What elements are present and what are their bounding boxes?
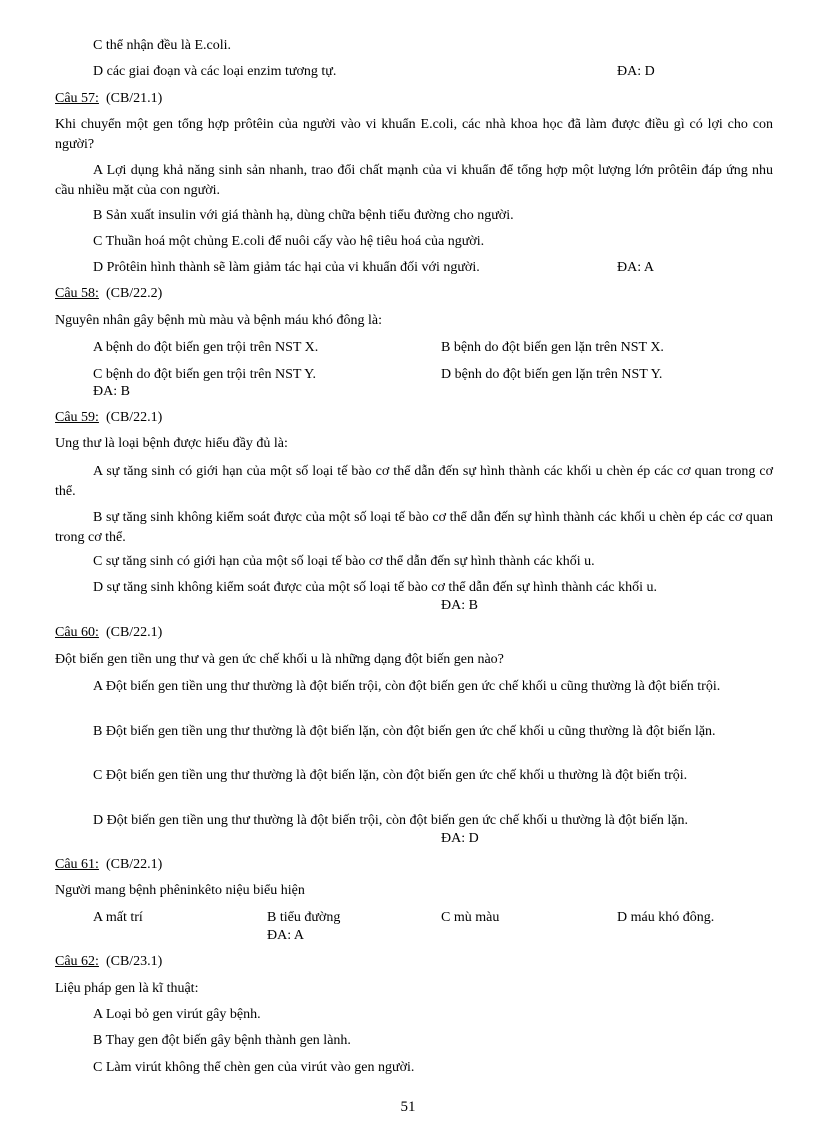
q57-answer: ĐA: A	[617, 260, 654, 275]
q61-option-c: C mù màu	[441, 910, 500, 925]
q60-option-c: C Đột biến gen tiền ung thư thường là đột biến lặn, còn đột biến gen ức chế khối u thường là đột biến trội.	[93, 768, 688, 783]
q61-option-a: A mất trí	[93, 910, 143, 925]
q57-question: Khi chuyển một gen tổng hợp prôtêin của người vào vi khuẩn E.coli, các nhà khoa học đã làm được điều gì có lợi cho con người?	[55, 117, 773, 152]
q58-label: Câu 58:	[55, 286, 99, 301]
q60-question: Đột biến gen tiền ung thư và gen ức chế khối u là những dạng đột biến gen nào?	[55, 652, 504, 667]
q60-option-a: A Đột biến gen tiền ung thư thường là đột biến trội, còn đột biến gen ức chế khối u cũng thường là đột biến trội.	[93, 679, 721, 694]
q58-option-b: B bệnh do đột biến gen lặn trên NST X.	[441, 340, 664, 355]
q59-label: Câu 59:	[55, 410, 99, 425]
q61-heading	[55, 857, 162, 873]
q62-heading	[55, 954, 162, 970]
q61-code: (CB/22.1)	[105, 857, 163, 872]
q62-option-c: C Làm virút không thể chèn gen của virút vào gen người.	[93, 1060, 415, 1075]
q59-option-c: C sự tăng sinh có giới hạn của một số loại tế bào cơ thể dẫn đến sự hình thành các khối u.	[93, 554, 595, 569]
q59-heading	[55, 410, 162, 426]
q56-answer: ĐA: D	[617, 64, 655, 79]
q60-label: Câu 60:	[55, 625, 99, 640]
q59-option-a: A sự tăng sinh có giới hạn của một số loại tế bào cơ thể dẫn đến sự hình thành các khối u chèn ép các cơ quan trong cơ thể.	[55, 464, 773, 499]
q58-question: Nguyên nhân gây bệnh mù màu và bệnh máu khó đông là:	[55, 313, 382, 328]
q62-option-b: B Thay gen đột biến gây bệnh thành gen lành.	[93, 1033, 351, 1048]
q61-option-d: D máu khó đông.	[617, 910, 715, 925]
q58-option-c: C bệnh do đột biến gen trội trên NST Y.	[93, 367, 316, 382]
q57-heading	[55, 91, 162, 107]
q57-label: Câu 57:	[55, 91, 99, 106]
q60-heading	[55, 625, 162, 641]
q59-answer: ĐA: B	[441, 598, 478, 613]
q60-answer: ĐA: D	[441, 831, 479, 846]
q61-label: Câu 61:	[55, 857, 99, 872]
q57-option-b: B Sản xuất insulin với giá thành hạ, dùng chữa bệnh tiểu đường cho người.	[93, 208, 514, 223]
q57-option-a: A Lợi dụng khả năng sinh sản nhanh, trao đổi chất mạnh của vi khuẩn để tổng hợp một lượng lớn prôtêin đáp ứng nhu cầu nhiều mặt của con người.	[55, 163, 773, 198]
q61-option-b: B tiểu đường	[267, 910, 341, 925]
q60-option-b: B Đột biến gen tiền ung thư thường là đột biến lặn, còn đột biến gen ức chế khối u cũng thường là đột biến lặn.	[93, 724, 716, 739]
page-number: 51	[400, 1099, 416, 1115]
q61-question: Người mang bệnh phêninkêto niệu biểu hiện	[55, 883, 305, 898]
q58-option-a: A bệnh do đột biến gen trội trên NST X.	[93, 340, 319, 355]
q59-question: Ung thư là loại bệnh được hiểu đầy đủ là:	[55, 436, 288, 451]
q59-option-d: D sự tăng sinh không kiểm soát được của một số loại tế bào cơ thể dẫn đến sự hình thành các khối u.	[93, 580, 658, 595]
q62-option-a: A Loại bỏ gen virút gây bệnh.	[93, 1007, 261, 1022]
q61-answer: ĐA: A	[267, 928, 304, 943]
q60-option-d: D Đột biến gen tiền ung thư thường là đột biến trội, còn đột biến gen ức chế khối u thường là đột biến lặn.	[93, 813, 688, 828]
q59-code: (CB/22.1)	[105, 410, 163, 425]
q59-option-b: B sự tăng sinh không kiểm soát được của một số loại tế bào cơ thể dẫn đến sự hình thành các khối u chèn ép các cơ quan trong cơ thể.	[55, 510, 773, 545]
q58-option-d: D bệnh do đột biến gen lặn trên NST Y.	[441, 367, 663, 382]
q62-code: (CB/23.1)	[105, 954, 163, 969]
q60-code: (CB/22.1)	[105, 625, 163, 640]
q57-code: (CB/21.1)	[105, 91, 163, 106]
q62-label: Câu 62:	[55, 954, 99, 969]
q57-option-c: C Thuần hoá một chủng E.coli để nuôi cấy vào hệ tiêu hoá của người.	[93, 234, 485, 249]
q58-heading	[55, 286, 162, 302]
q62-question: Liệu pháp gen là kĩ thuật:	[55, 981, 199, 996]
q56-option-d: D các giai đoạn và các loại enzim tương tự.	[93, 64, 337, 79]
q57-option-d: D Prôtêin hình thành sẽ làm giảm tác hại của vi khuẩn đối với người.	[93, 260, 480, 275]
q56-option-c: C thể nhận đều là E.coli.	[93, 38, 232, 53]
q58-code: (CB/22.2)	[105, 286, 163, 301]
q58-answer: ĐA: B	[93, 384, 130, 399]
